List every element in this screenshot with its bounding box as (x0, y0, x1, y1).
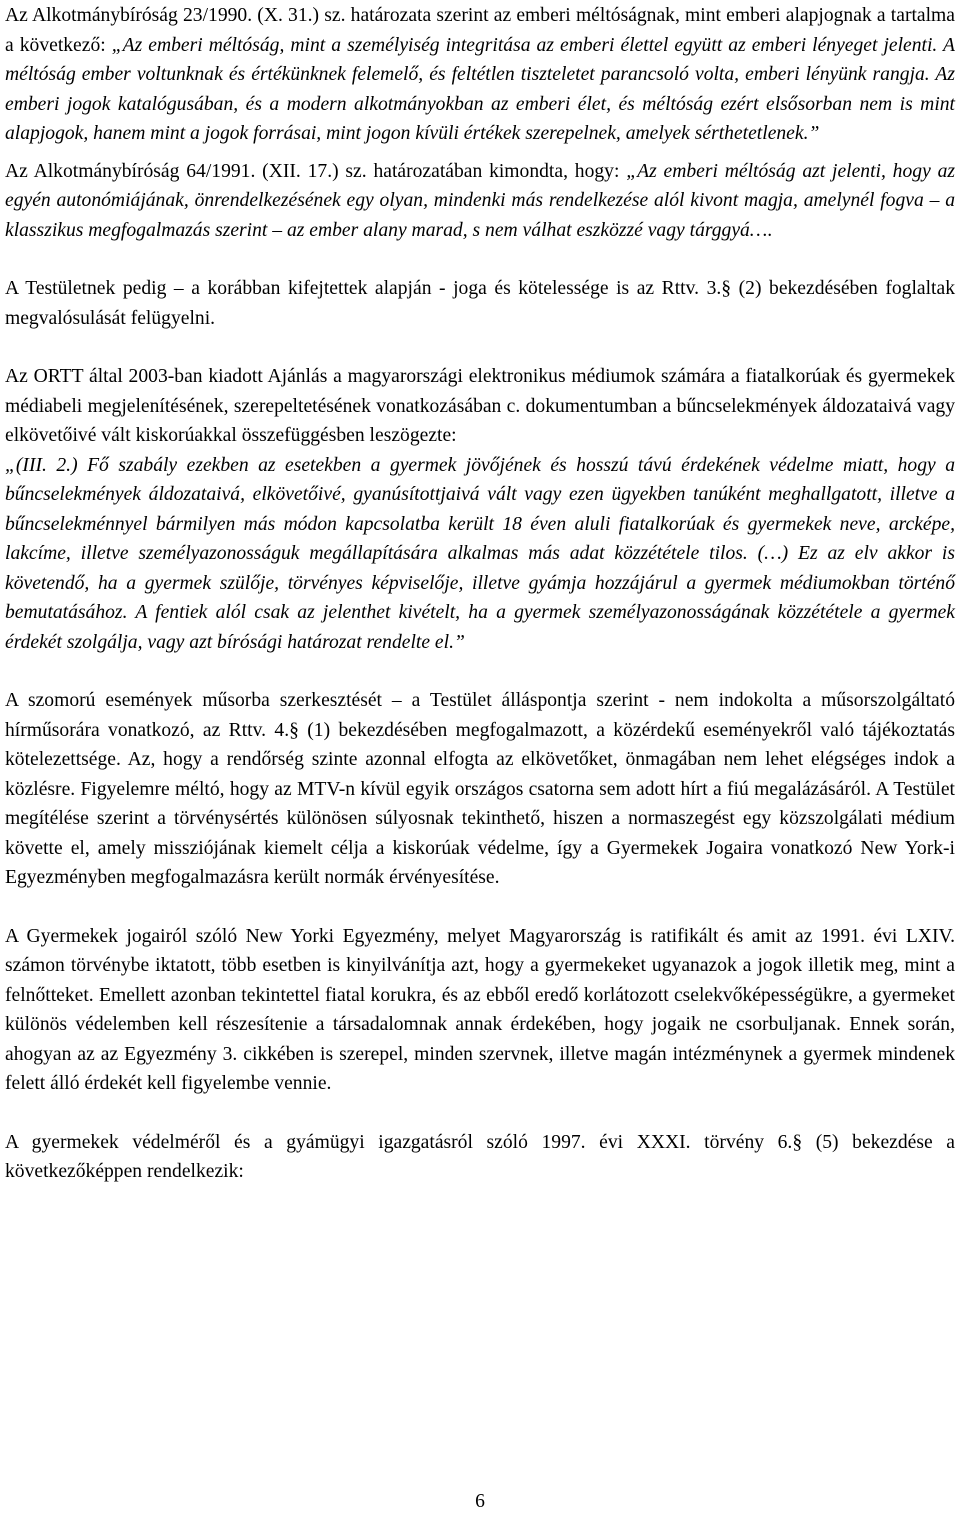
paragraph-dignity-1991 (5, 157, 955, 246)
paragraph-intro-text: Az Alkotmánybíróság 23/1990. (X. 31.) sz. határozata szerint az emberi méltóságnak, mint emberi alapjognak a tartalma a következő: (5, 5, 955, 56)
paragraph-recommendation-quote (5, 451, 955, 658)
paragraph-intro-text: Az Alkotmánybíróság 64/1991. (XII. 17.) sz. határozatában kimondta, hogy: (5, 160, 627, 182)
paragraph-quote: „Az emberi méltóság, mint a személyiség integritása az emberi élettel együtt az emberi lényeget jelenti. A méltóság ember voltunknak és értékünknek felemelő, és feltétlen tiszteletet parancsoló volta, emberi lényünk rangja. Az emberi jogok katalógusában, és a modern alkotmányokban az emberi élet, és méltóság ezért elsősorban nem is mint alapjogok, hanem mint a jogok forrásai, mint jogon kívüli értékek szerepelnek, amelyek sérthetetlenek.” (5, 34, 955, 144)
paragraph-dignity-1990 (5, 1, 955, 149)
paragraph-ortt-recommendation: Az ORTT által 2003-ban kiadott Ajánlás a magyarországi elektronikus médiumok számára a fiatalkorúak és gyermekek médiabeli megjelenítésének, szerepeltetésének vonatkozásában c. dokumentumban a bűncselekmények áldozataivá vagy elkövetőivé vált kiskorúakkal összefüggésben leszögezte: (5, 366, 955, 446)
paragraph-new-york-convention: A Gyermekek jogairól szóló New Yorki Egyezmény, melyet Magyarország is ratifikált és amit az 1991. évi LXIV. számon törvénybe iktatott, több esetben is kinyilvánítja azt, hogy a gyermekeket ugyanazok a jogok illetik meg, mint a felnőtteket. Emellett azonban tekintettel fiatal korukra, és az ebből eredő korlátozott cselekvőképességükre, a gyermeket különös védelemben kell részesítenie a társadalomnak annak érdekében, hogy jogaik ne csorbuljanak. Ennek során, ahogyan az az Egyezmény 3. cikkében is szerepel, minden szervnek, illetve magán intézménynek a gyermek mindenek felett álló érdekét kell figyelembe vennie. (5, 925, 955, 1094)
paragraph-end-punctuation: . (767, 219, 773, 241)
paragraph-board-duty: A Testületnek pedig – a korábban kifejtettek alapján - joga és kötelessége is az Rttv. 3.§ (2) bekezdésében foglaltak megvalósulását felügyelni. (5, 278, 955, 329)
paragraph-child-protection-law: A gyermekek védelméről és a gyámügyi igazgatásról szóló 1997. évi XXXI. törvény 6.§ (5) bekezdése a következőképpen rendelkezik: (5, 1131, 955, 1182)
paragraph-board-position: A szomorú események műsorba szerkesztését – a Testület álláspontja szerint - nem indokolta a műsorszolgáltató hírműsorára vonatkozó, az Rttv. 4.§ (1) bekezdésében megfogalmazott, a közérdekű eseményekről való tájékoztatás kötelezettsége. Az, hogy a rendőrség szinte azonnal elfogta az elkövetőket, önmagában nem lehet elégséges indok a közlésre. Figyelemre méltó, hogy az MTV-n kívül egyik országos csatorna sem adott hírt a fiú megalázásáról. A Testület megítélése szerint a törvénysértés különösen súlyosnak tekinthető, hiszen a normaszegést egy közszolgálati médium követte el, amely missziójának kiemelt célja a kiskorúak védelme, így a Gyermekek Jogaira vonatkozó New York-i Egyezményben megfogalmazásra került normák érvényesítése. (5, 690, 955, 888)
document-page (5, 1, 955, 1187)
paragraph-quote: „Az emberi méltóság azt jelenti, hogy az egyén autonómiájának, önrendelkezésének egy olyan, mindenki más rendelkezése alól kivont magja, amelynél fogva – a klasszikus megfogalmazás szerint – az ember alany marad, s nem válhat eszközzé vagy tárggyá… (5, 160, 956, 241)
paragraph-quote: „(III. 2.) Fő szabály ezekben az esetekben a gyermek jövőjének és hosszú távú érdekének védelme miatt, hogy a bűncselekmények áldozataivá, elkövetőivé, gyanúsítottjaivá vált vagy ezen ügyekben tanúként meghallgatott, illetve a bűncselekménnyel bármilyen más módon kapcsolatba került 18 éven aluli fiatalkorúak és gyermekek neve, arcképe, lakcíme, illetve személyazonosságuk megállapítására alkalmas más adat közzététele tilos. (…) Ez az elv akkor is követendő, ha a gyermek szülője, törvényes képviselője, illetve gyámja hozzájárul a gyermek médiumokban történő bemutatásához. A fentiek alól csak az jelenthet kivételt, ha a gyermek személyazonosságának közzététele a gyermek érdekét szolgálja, vagy azt bírósági határozat rendelte el.” (5, 454, 955, 653)
page-number: 6 (475, 1491, 485, 1512)
